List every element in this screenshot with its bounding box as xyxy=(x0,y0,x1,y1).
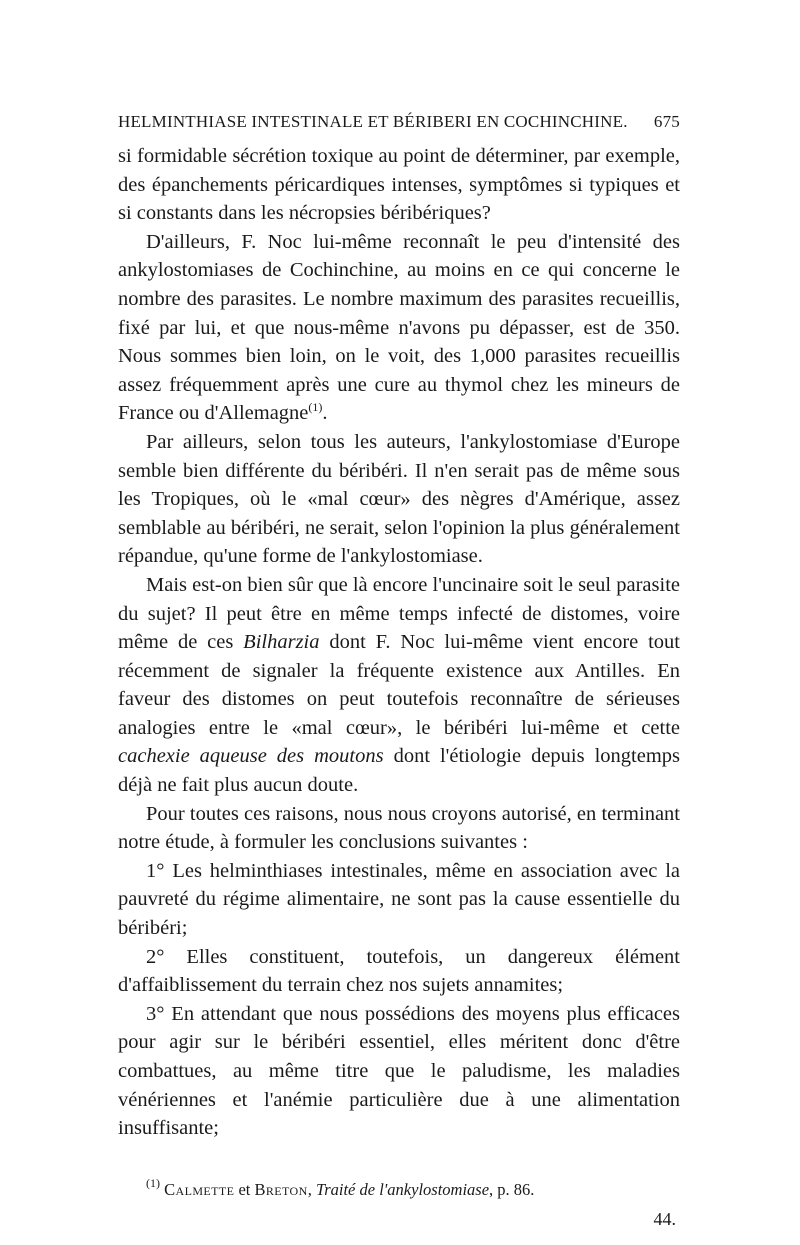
body-text xyxy=(118,142,680,1143)
book-page xyxy=(118,112,680,1230)
running-head xyxy=(118,112,680,142)
running-title: HELMINTHIASE INTESTINALE ET BÉRIBERI EN COCHINCHINE. xyxy=(118,112,628,131)
paragraph-4: Mais est-on bien sûr que là encore l'uncinaire soit le seul parasite du sujet? Il peut être en même temps infecté de distomes, voire même de ces Bilharzia dont F. Noc lui-même vient encore tout récemment de signaler la fréquente existence aux Antilles. En faveur des distomes on peut toutefois reconnaître de sérieuses analogies entre le «mal cœur», le béribéri lui-même et cette cachexie aqueuse des moutons dont l'étiologie depuis longtemps déjà ne fait plus aucun doute. xyxy=(118,573,680,797)
conclusion-1: 1° Les helminthiases intestinales, même en association avec la pauvreté du régime alimentaire, ne sont pas la cause essentielle du béribéri; xyxy=(118,859,680,940)
paragraph-2: D'ailleurs, F. Noc lui-même reconnaît le peu d'intensité des ankylostomiases de Cochinchine, au moins en ce qui concerne le nombre des parasites. Le nombre maximum des parasites recueillis, fixé par lui, et que nous-même n'avons pu dépasser, est de 350. Nous sommes bien loin, on le voit, des 1,000 parasites recueillis assez fréquemment après une cure au thymol chez les mineurs de France ou d'Allemagne$^{(1)}$. xyxy=(118,230,680,425)
footnote-author-1: Calmette xyxy=(164,1179,235,1199)
footnote-title: Traité de l'ankylostomiase xyxy=(315,1179,490,1199)
paragraph-5: Pour toutes ces raisons, nous nous croyons autorisé, en terminant notre étude, à formuler les conclusions suivantes : xyxy=(118,802,680,854)
conclusion-3: 3° En attendant que nous possédions des moyens plus efficaces pour agir sur le béribéri essentiel, elles méritent donc d'être combattues, au même titre que le paludisme, les maladies vénériennes et l'anémie particulière due à une alimentation insuffisante; xyxy=(118,1002,680,1140)
signature-mark: 44. xyxy=(653,1208,676,1229)
footnote-marker: (1) xyxy=(146,1175,160,1190)
conclusion-2: 2° Elles constituent, toutefois, un dangereux élément d'affaiblissement du terrain chez nos sujets annamites; xyxy=(118,945,680,997)
paragraph-3: Par ailleurs, selon tous les auteurs, l'ankylostomiase d'Europe semble bien différente du béribéri. Il n'en serait pas de même sous les Tropiques, où le «mal cœur» des nègres d'Amérique, assez semblable au béribéri, ne serait, selon l'opinion la plus généralement répandue, qu'une forme de l'ankylostomiase. xyxy=(118,430,680,568)
footnote-ref: (1) xyxy=(308,400,323,415)
page-number: 675 xyxy=(653,112,680,131)
footnote: $^{(1)}$ Calmette et Breton, Traité de l'ankylostomiase, p. 86. xyxy=(146,1175,535,1199)
footnote-author-2: Breton xyxy=(254,1179,308,1199)
italic-bilharzia: Bilharzia xyxy=(243,631,320,654)
paragraph-1: si formidable sécrétion toxique au point de déterminer, par exemple, des épanchements péricardiques intenses, symptômes si typiques et si constants dans les nécropsies béribériques? xyxy=(118,145,680,225)
italic-cachexie: cachexie aqueuse des moutons xyxy=(118,745,384,768)
